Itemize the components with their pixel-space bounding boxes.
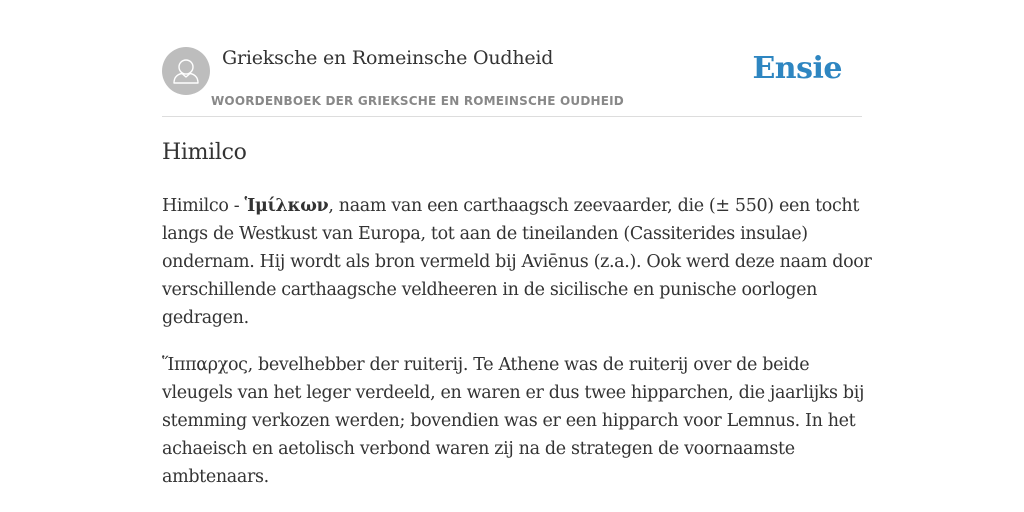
header bbox=[162, 46, 862, 117]
site-subtitle: WOORDENBOEK DER GRIEKSCHE EN ROMEINSCHE OUDHEID bbox=[211, 94, 624, 108]
entry-content bbox=[162, 192, 872, 510]
entry-paragraph-2: Ἵππαρχος, bevelhebber der ruiterij. Te Athene was de ruiterij over de beide vleugels van het leger verdeeld, en waren er dus twee hipparchen, die jaarlijks bij stemming verkozen werden; bovendien was er een hipparch voor Lemnus. In het achaeisch en aetolisch verbond waren zij na de strategen de voornaamste ambtenaars. bbox=[162, 355, 865, 487]
entry-paragraph-1 bbox=[162, 192, 872, 332]
entry-paragraph-1-text: , naam van een carthaagsch zeevaarder, die (± 550) een tocht langs de Westkust van Europa, tot aan de tineilanden (Cassiterides insulae) ondernam. Hij wordt als bron vermeld bij Aviēnus (z.a.). Ook werd deze naam door verschillende carthaagsche veldheeren in de sicilische en punische oorlogen gedragen. bbox=[162, 196, 872, 328]
user-icon[interactable] bbox=[162, 47, 210, 95]
entry-title: Himilco bbox=[162, 140, 247, 165]
brand-logo[interactable]: Ensie bbox=[752, 51, 842, 86]
greek-term: Ἱμίλκων bbox=[244, 196, 329, 216]
site-title[interactable]: Grieksche en Romeinsche Oudheid bbox=[222, 47, 554, 69]
entry-lead: Himilco - bbox=[162, 196, 245, 216]
